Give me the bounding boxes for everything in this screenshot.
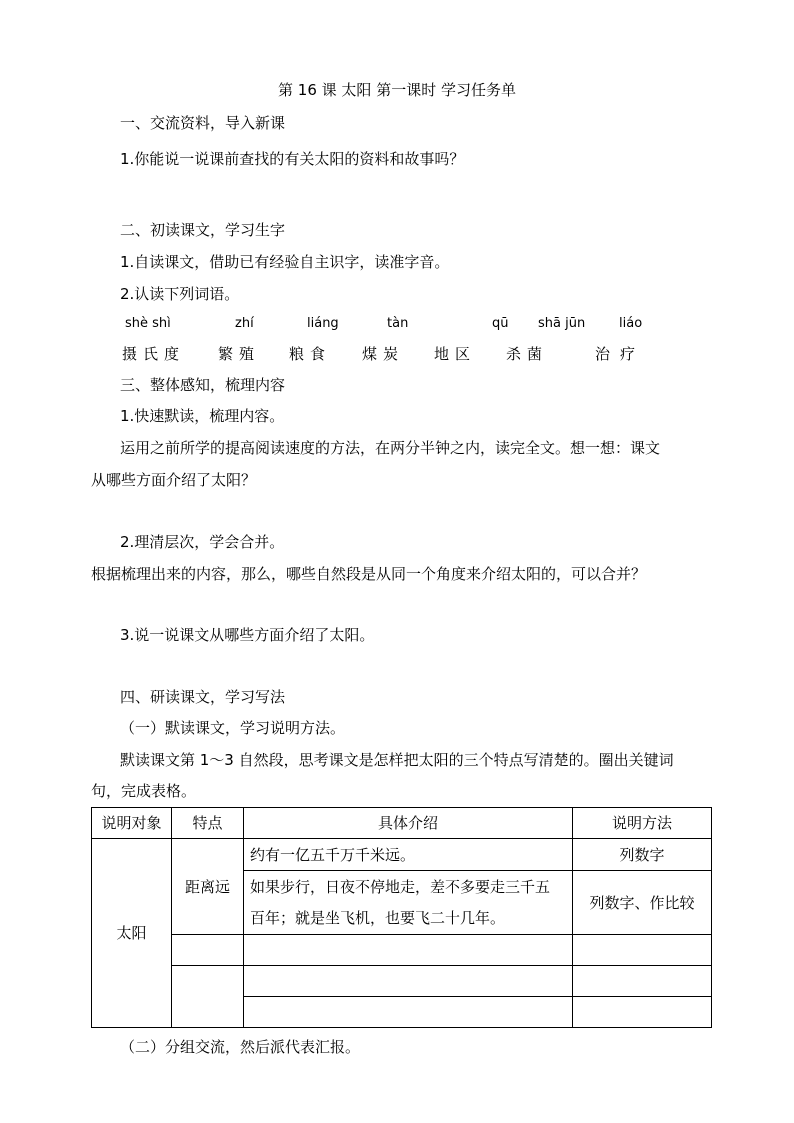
section-4-heading: 四、研读课文，学习写法	[120, 688, 286, 706]
detail-cell	[244, 871, 573, 935]
section-4-sub-2: （二）分组交流，然后派代表汇报。	[120, 1038, 361, 1056]
table-row	[92, 935, 712, 966]
word-4: 煤炭	[362, 345, 405, 363]
explanation-table	[91, 807, 712, 1028]
section-3-text-2: 根据梳理出来的内容，那么，哪些自然段是从同一个角度来介绍太阳的，可以合并？	[91, 565, 647, 583]
detail-cell-empty	[244, 935, 573, 966]
section-4-sub-1: （一）默读课文，学习说明方法。	[120, 719, 346, 737]
object-cell: 太阳	[92, 839, 172, 1028]
section-2-question-2: 2.认读下列词语。	[120, 285, 240, 303]
method-cell: 列数字、作比较	[573, 871, 712, 935]
page-title: 第 16 课 太阳 第一课时 学习任务单	[278, 81, 516, 99]
pinyin-4: tàn	[387, 316, 409, 331]
feature-cell-empty	[172, 935, 244, 966]
section-1-question-1: 1.你能说一说课前查找的有关太阳的资料和故事吗？	[120, 150, 465, 168]
section-4-text-1b: 句，完成表格。	[91, 782, 197, 800]
word-3: 粮食	[289, 345, 332, 363]
method-cell-empty	[573, 966, 712, 997]
feature-cell: 距离远	[172, 839, 244, 935]
feature-cell-empty	[172, 966, 244, 1028]
pinyin-2: zhí	[235, 316, 254, 331]
table-row	[92, 966, 712, 997]
detail-cell: 约有一亿五千万千米远。	[244, 839, 573, 871]
header-detail: 具体介绍	[244, 808, 573, 839]
method-cell: 列数字	[573, 839, 712, 871]
detail-line: 百年；就是坐飞机，也要飞二十几年。	[250, 908, 506, 927]
header-method: 说明方法	[573, 808, 712, 839]
section-1-heading: 一、交流资料，导入新课	[120, 114, 286, 132]
header-object: 说明对象	[92, 808, 172, 839]
section-3-question-2: 2.理清层次，学会合并。	[120, 533, 285, 551]
section-3-heading: 三、整体感知，梳理内容	[120, 376, 286, 394]
method-cell-empty	[573, 935, 712, 966]
word-2: 繁殖	[218, 345, 261, 363]
detail-cell-empty	[244, 966, 573, 997]
pinyin-6: shā jūn	[538, 316, 586, 331]
section-3-text-1a: 运用之前所学的提高阅读速度的方法，在两分半钟之内，读完全文。想一想：课文	[120, 439, 661, 457]
pinyin-1: shè shì	[125, 316, 171, 331]
method-cell-empty	[573, 997, 712, 1028]
table-header-row	[92, 808, 712, 839]
header-feature: 特点	[172, 808, 244, 839]
section-2-heading: 二、初读课文，学习生字	[120, 221, 286, 239]
table-row	[92, 839, 712, 871]
detail-line: 如果步行，日夜不停地走，差不多要走三千五	[250, 877, 551, 896]
section-3-text-1b: 从哪些方面介绍了太阳？	[91, 471, 257, 489]
section-3-question-1: 1.快速默读，梳理内容。	[120, 407, 285, 425]
word-7: 治疗	[595, 345, 646, 363]
pinyin-3: liáng	[307, 316, 339, 331]
word-5: 地区	[434, 345, 477, 363]
pinyin-5: qū	[492, 316, 509, 331]
word-1: 摄氏度	[122, 345, 186, 363]
word-6: 杀菌	[506, 345, 549, 363]
section-2-question-1: 1.自读课文，借助已有经验自主识字，读准字音。	[120, 253, 450, 271]
pinyin-7: liáo	[619, 316, 643, 331]
detail-cell-empty	[244, 997, 573, 1028]
section-4-text-1a: 默读课文第 1～3 自然段，思考课文是怎样把太阳的三个特点写清楚的。圈出关键词	[120, 751, 674, 769]
section-3-question-3: 3.说一说课文从哪些方面介绍了太阳。	[120, 626, 375, 644]
